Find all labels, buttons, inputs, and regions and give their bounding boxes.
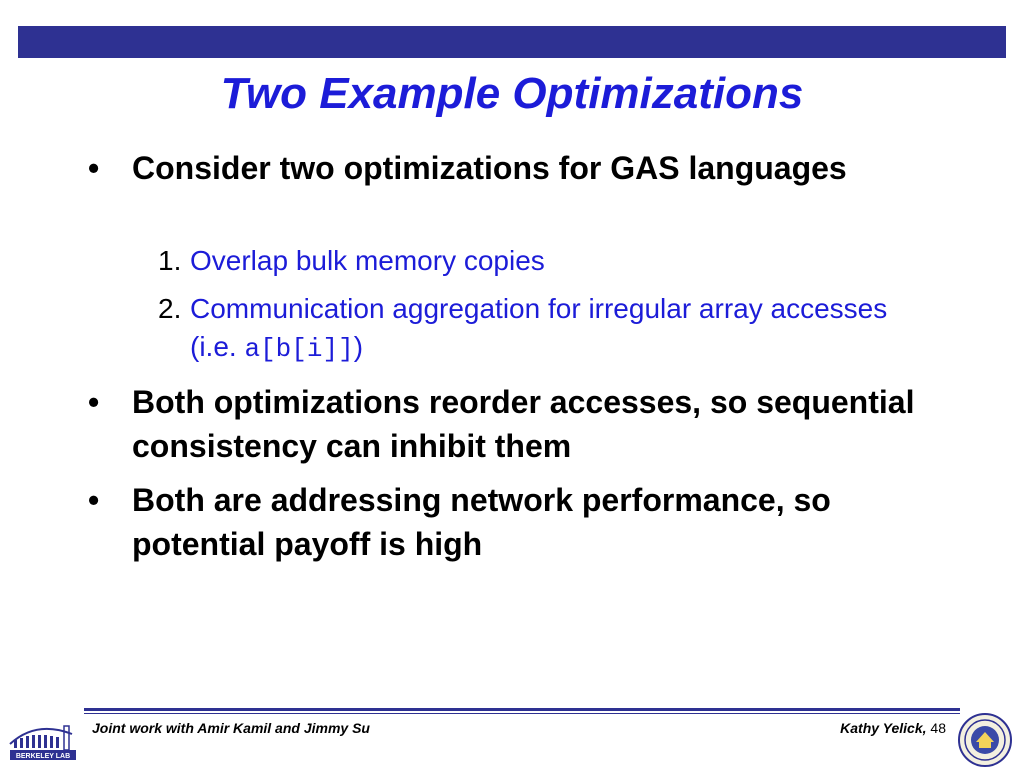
footer-divider xyxy=(84,708,960,711)
bullet-marker: • xyxy=(88,482,100,518)
header-bar xyxy=(18,26,1006,58)
sub-item-text-part: Communication aggregation for irregular array accesses (i.e. xyxy=(190,293,888,362)
sub-item xyxy=(158,242,918,280)
sub-item-text xyxy=(190,290,910,368)
berkeley-lab-logo-icon xyxy=(6,712,80,764)
footer-author-page xyxy=(840,720,946,736)
code-snippet: a[b[i]] xyxy=(244,334,354,364)
bullet-marker: • xyxy=(88,150,100,186)
sub-item-number: 2. xyxy=(158,293,182,324)
page-number: 48 xyxy=(930,720,946,736)
sub-item-number: 1. xyxy=(158,245,182,276)
footer-divider xyxy=(84,713,960,714)
sub-item-text: Overlap bulk memory copies xyxy=(190,245,545,276)
footer-credit: Joint work with Amir Kamil and Jimmy Su xyxy=(92,720,370,736)
svg-text:BERKELEY LAB: BERKELEY LAB xyxy=(15,753,71,760)
bullet-item xyxy=(88,146,988,190)
sub-item xyxy=(158,290,918,368)
bullet-item xyxy=(88,380,988,468)
footer-author: Kathy Yelick, xyxy=(840,720,927,736)
slide-title: Two Example Optimizations xyxy=(220,69,804,118)
sub-item-text-part: ) xyxy=(353,331,364,362)
bullet-text: Both are addressing network performance, so potential payoff is high xyxy=(132,482,831,562)
bullet-item xyxy=(88,478,988,566)
university-seal-icon xyxy=(954,712,1016,768)
bullet-text: Both optimizations reorder accesses, so sequential consistency can inhibit them xyxy=(132,384,915,464)
bullet-marker: • xyxy=(88,384,100,420)
bullet-text: Consider two optimizations for GAS languages xyxy=(132,150,847,186)
